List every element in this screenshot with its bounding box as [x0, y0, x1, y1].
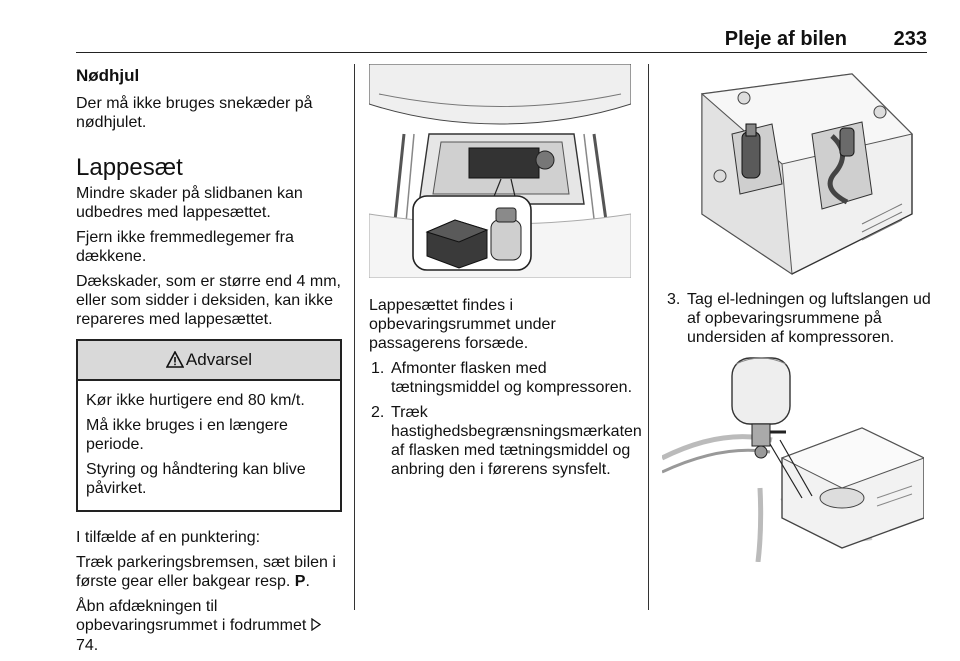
column-divider-right [648, 64, 649, 610]
warning-line: Må ikke bruges i en længere periode. [86, 417, 288, 453]
repair-kit-heading: Lappesæt [76, 154, 183, 181]
header-rule [76, 52, 927, 53]
list-item: 1. Afmonter flasken med tætningsmiddel og kompressoren. [371, 360, 633, 396]
warning-line: Kør ikke hurtigere end 80 km/t. [86, 392, 305, 409]
page-ref-arrow-icon [311, 617, 321, 636]
warning-box [76, 339, 342, 512]
sealant-compressor-illustration [662, 348, 924, 562]
warning-line: Styring og håndtering kan blive påvirket. [86, 461, 306, 497]
warning-icon [166, 344, 184, 382]
gear-p: P [294, 573, 306, 590]
page-ref[interactable]: 74. [76, 637, 99, 654]
puncture-intro: I tilfælde af en punktering: [76, 529, 261, 546]
warning-body [78, 381, 340, 510]
repair-kit-damage-note: Dækskader, som er større end 4 mm, eller som sidder i deksiden, kan ikke repareres med lappesættet. [76, 273, 341, 328]
middle-column [369, 296, 642, 485]
steps-list-continued [665, 290, 931, 347]
warning-title: Advarsel [185, 350, 253, 369]
compressor-underside-illustration [662, 64, 924, 278]
list-item: 3. Tag el-ledningen og luftslangen ud af opbevaringsrummene på undersiden af kompressoren. [667, 291, 931, 346]
page-number: 233 [893, 28, 927, 50]
warning-header [78, 341, 340, 381]
steps-list [369, 359, 642, 479]
spare-wheel-text: Der må ikke bruges snekæder på nødhjulet. [76, 95, 313, 131]
spare-wheel-heading: Nødhjul [76, 66, 140, 85]
kit-location-text: Lappesættet findes i opbevaringsrummet under passagerens forsæde. [369, 297, 556, 352]
open-cover-text: Åbn afdækningen til opbevaringsrummet i fodrummet 74. [76, 597, 342, 655]
parking-brake-text: Træk parkeringsbremsen, sæt bilen i første gear eller bakgear resp. P. [76, 554, 336, 590]
repair-kit-intro: Mindre skader på slidbanen kan udbedres med lappesættet. [76, 185, 303, 221]
repair-kit-remove-note: Fjern ikke fremmedlegemer fra dækkene. [76, 229, 294, 265]
left-column [76, 66, 342, 661]
repair-kit-location-illustration [369, 64, 631, 278]
page-section-title: Pleje af bilen [724, 28, 847, 50]
column-divider-left [354, 64, 355, 610]
list-item: 2. Træk hastighedsbegrænsningsmærkaten af flasken med tætningsmiddel og anbring den i førerens synsfelt. [371, 404, 642, 478]
right-column [665, 290, 931, 353]
